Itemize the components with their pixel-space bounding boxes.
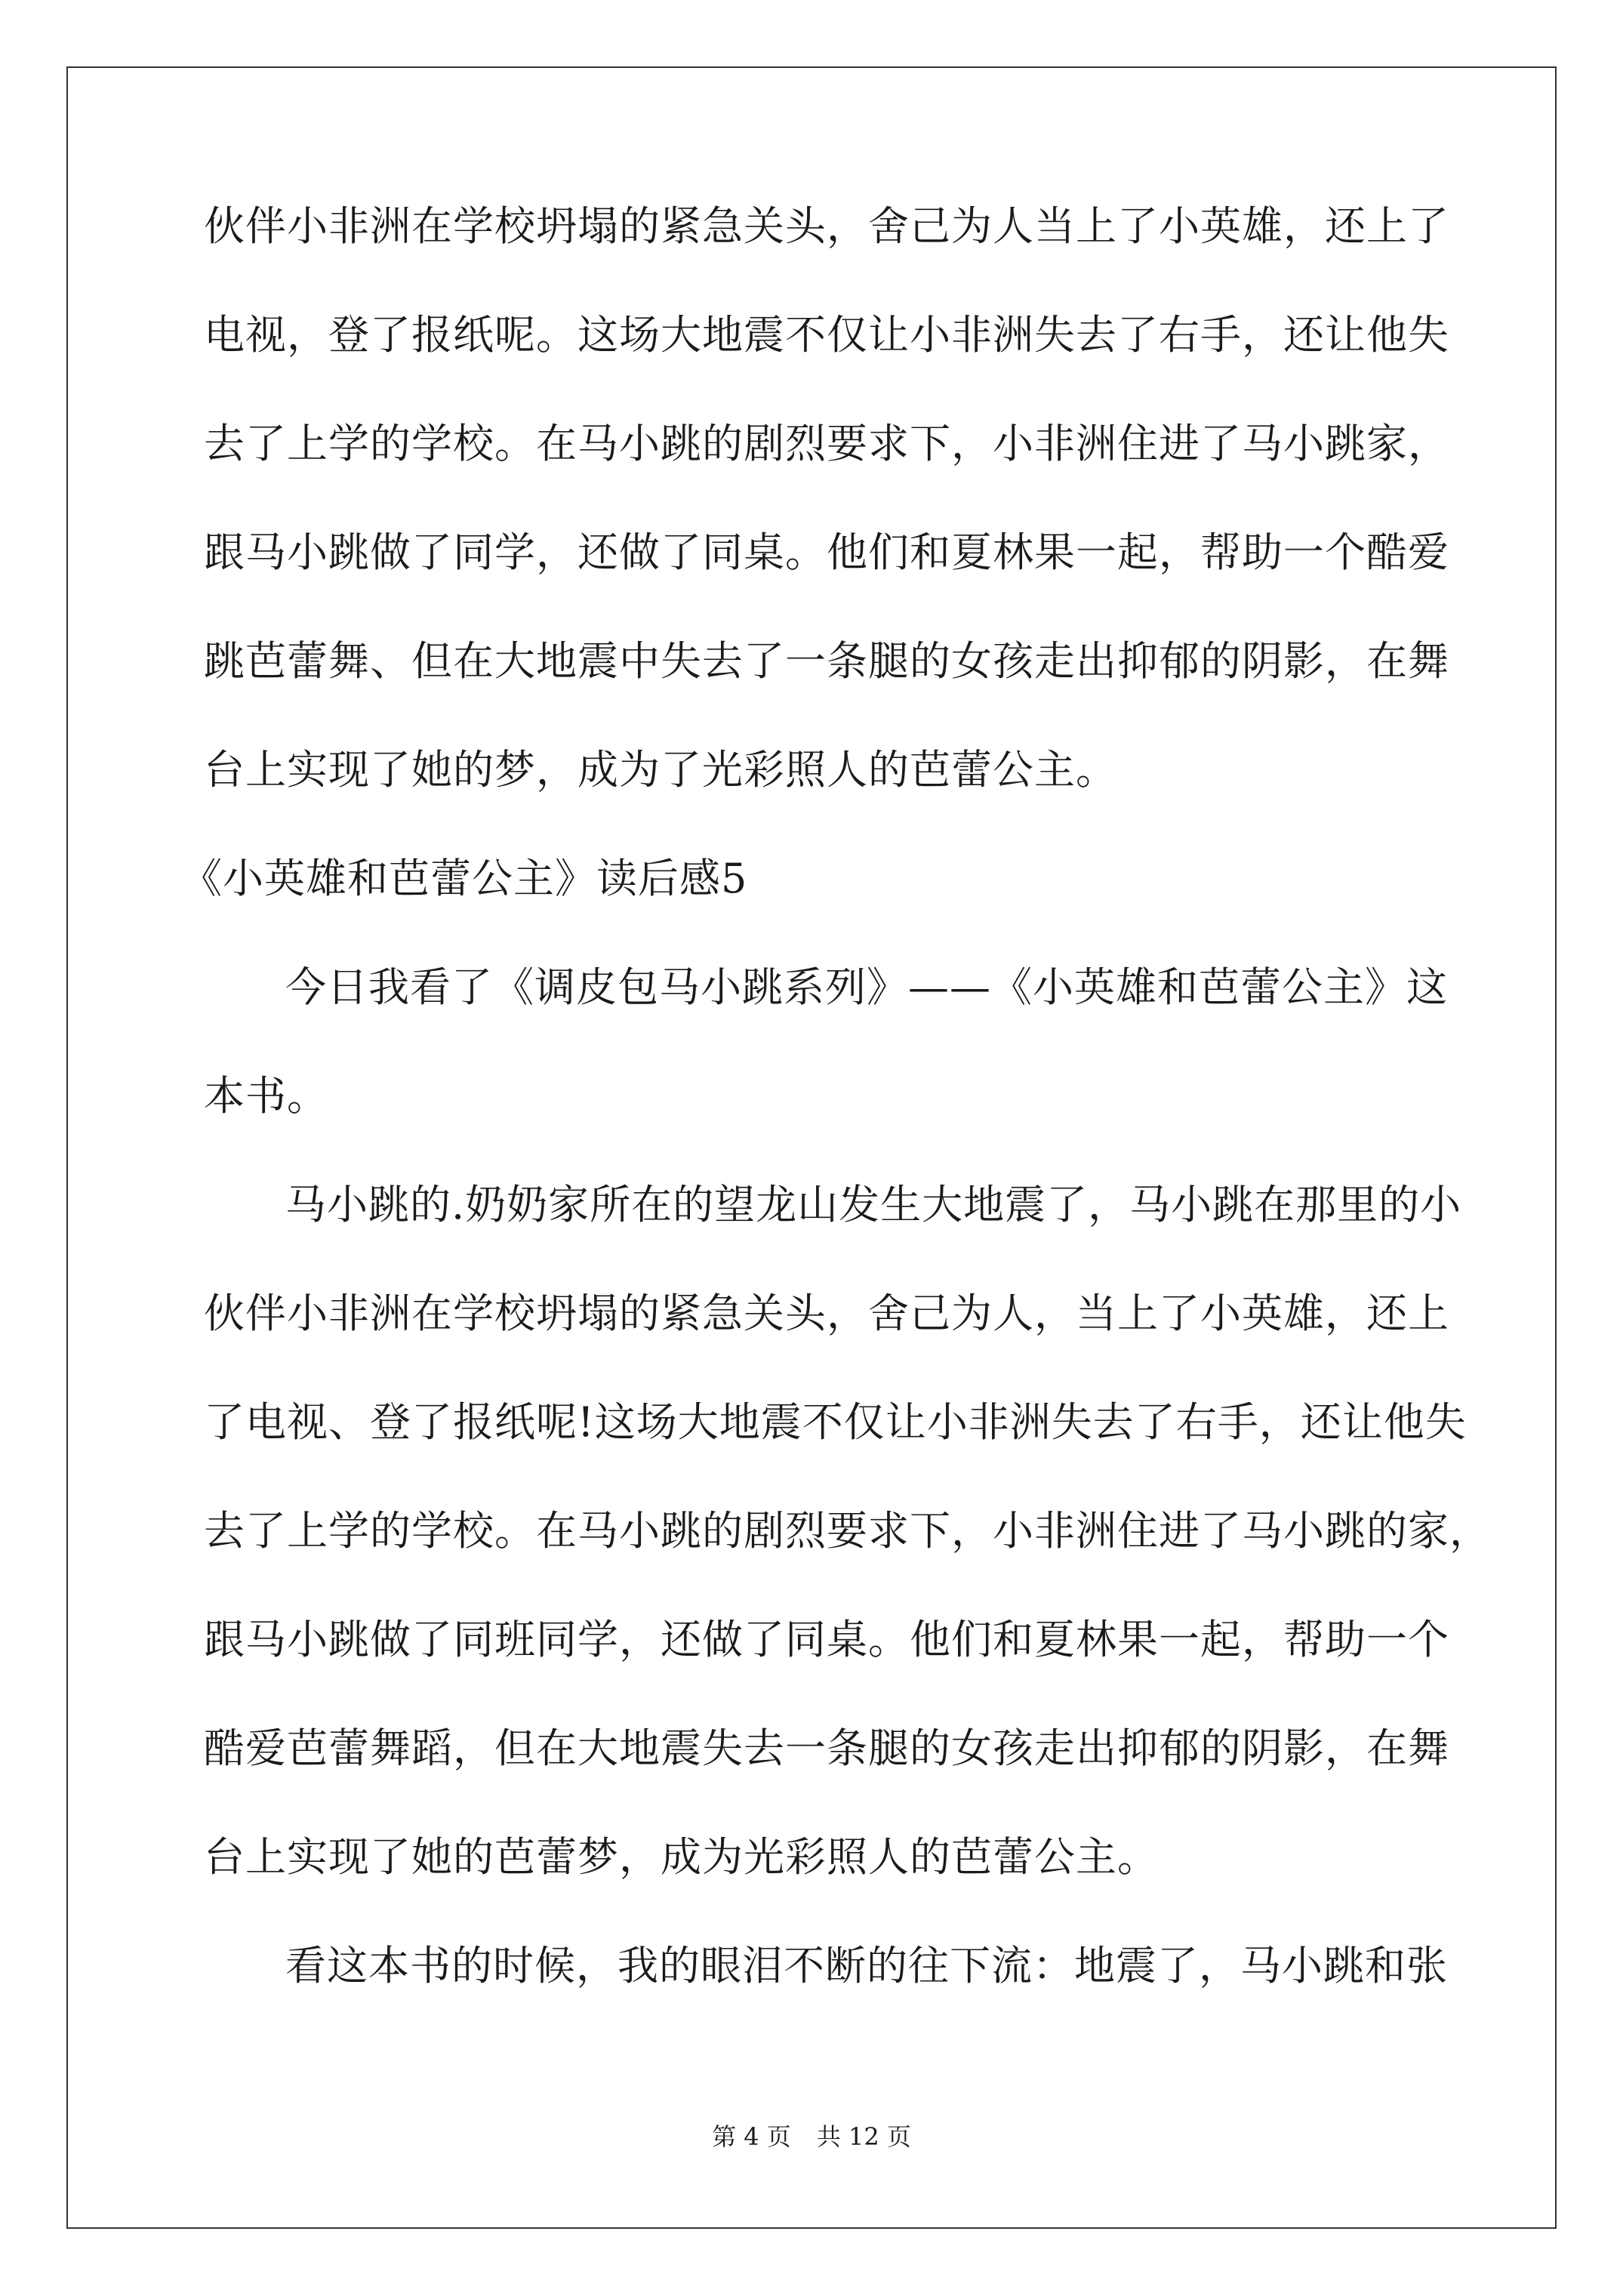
section-heading: 《小英雄和芭蕾公主》读后感5 xyxy=(181,855,748,902)
text-line: 伙伴小非洲在学校坍塌的紧急关头，舍己为人，当上了小英雄，还上 xyxy=(204,1290,1449,1337)
text-line: 跟马小跳做了同班同学，还做了同桌。他们和夏林果一起，帮助一个 xyxy=(204,1616,1449,1663)
text-line: 了电视、登了报纸呢!这场大地震不仅让小非洲失去了右手，还让他失 xyxy=(204,1398,1467,1446)
text-line: 酷爱芭蕾舞蹈，但在大地震失去一条腿的女孩走出抑郁的阴影，在舞 xyxy=(204,1724,1449,1772)
text-line: 跟马小跳做了同学，还做了同桌。他们和夏林果一起，帮助一个酷爱 xyxy=(204,529,1449,576)
text-line: 去了上学的学校。在马小跳的剧烈要求下，小非洲住进了马小跳的家， xyxy=(204,1507,1491,1555)
text-line: 今日我看了《调皮包马小跳系列》——《小英雄和芭蕾公主》这 xyxy=(285,963,1448,1011)
page-border xyxy=(66,66,1557,2229)
text-line: 本书。 xyxy=(204,1072,328,1120)
page-total: 共 12 页 xyxy=(816,2122,911,2151)
text-line: 马小跳的.奶奶家所在的望龙山发生大地震了，马小跳在那里的小 xyxy=(285,1181,1462,1228)
page-number: 第 4 页 xyxy=(712,2122,791,2151)
text-line: 去了上学的学校。在马小跳的剧烈要求下，小非洲住进了马小跳家， xyxy=(204,420,1449,467)
text-line: 电视，登了报纸呢。这场大地震不仅让小非洲失去了右手，还让他失 xyxy=(204,311,1449,359)
text-line: 跳芭蕾舞、但在大地震中失去了一条腿的女孩走出抑郁的阴影，在舞 xyxy=(204,637,1449,685)
page-footer xyxy=(0,2122,1623,2152)
text-line: 台上实现了她的芭蕾梦，成为光彩照人的芭蕾公主。 xyxy=(204,1833,1159,1881)
text-line: 看这本书的时候，我的眼泪不断的往下流：地震了，马小跳和张 xyxy=(285,1942,1448,1989)
text-line: 台上实现了她的梦，成为了光彩照人的芭蕾公主。 xyxy=(204,746,1117,794)
text-line: 伙伴小非洲在学校坍塌的紧急关头，舍己为人当上了小英雄，还上了 xyxy=(204,202,1449,250)
